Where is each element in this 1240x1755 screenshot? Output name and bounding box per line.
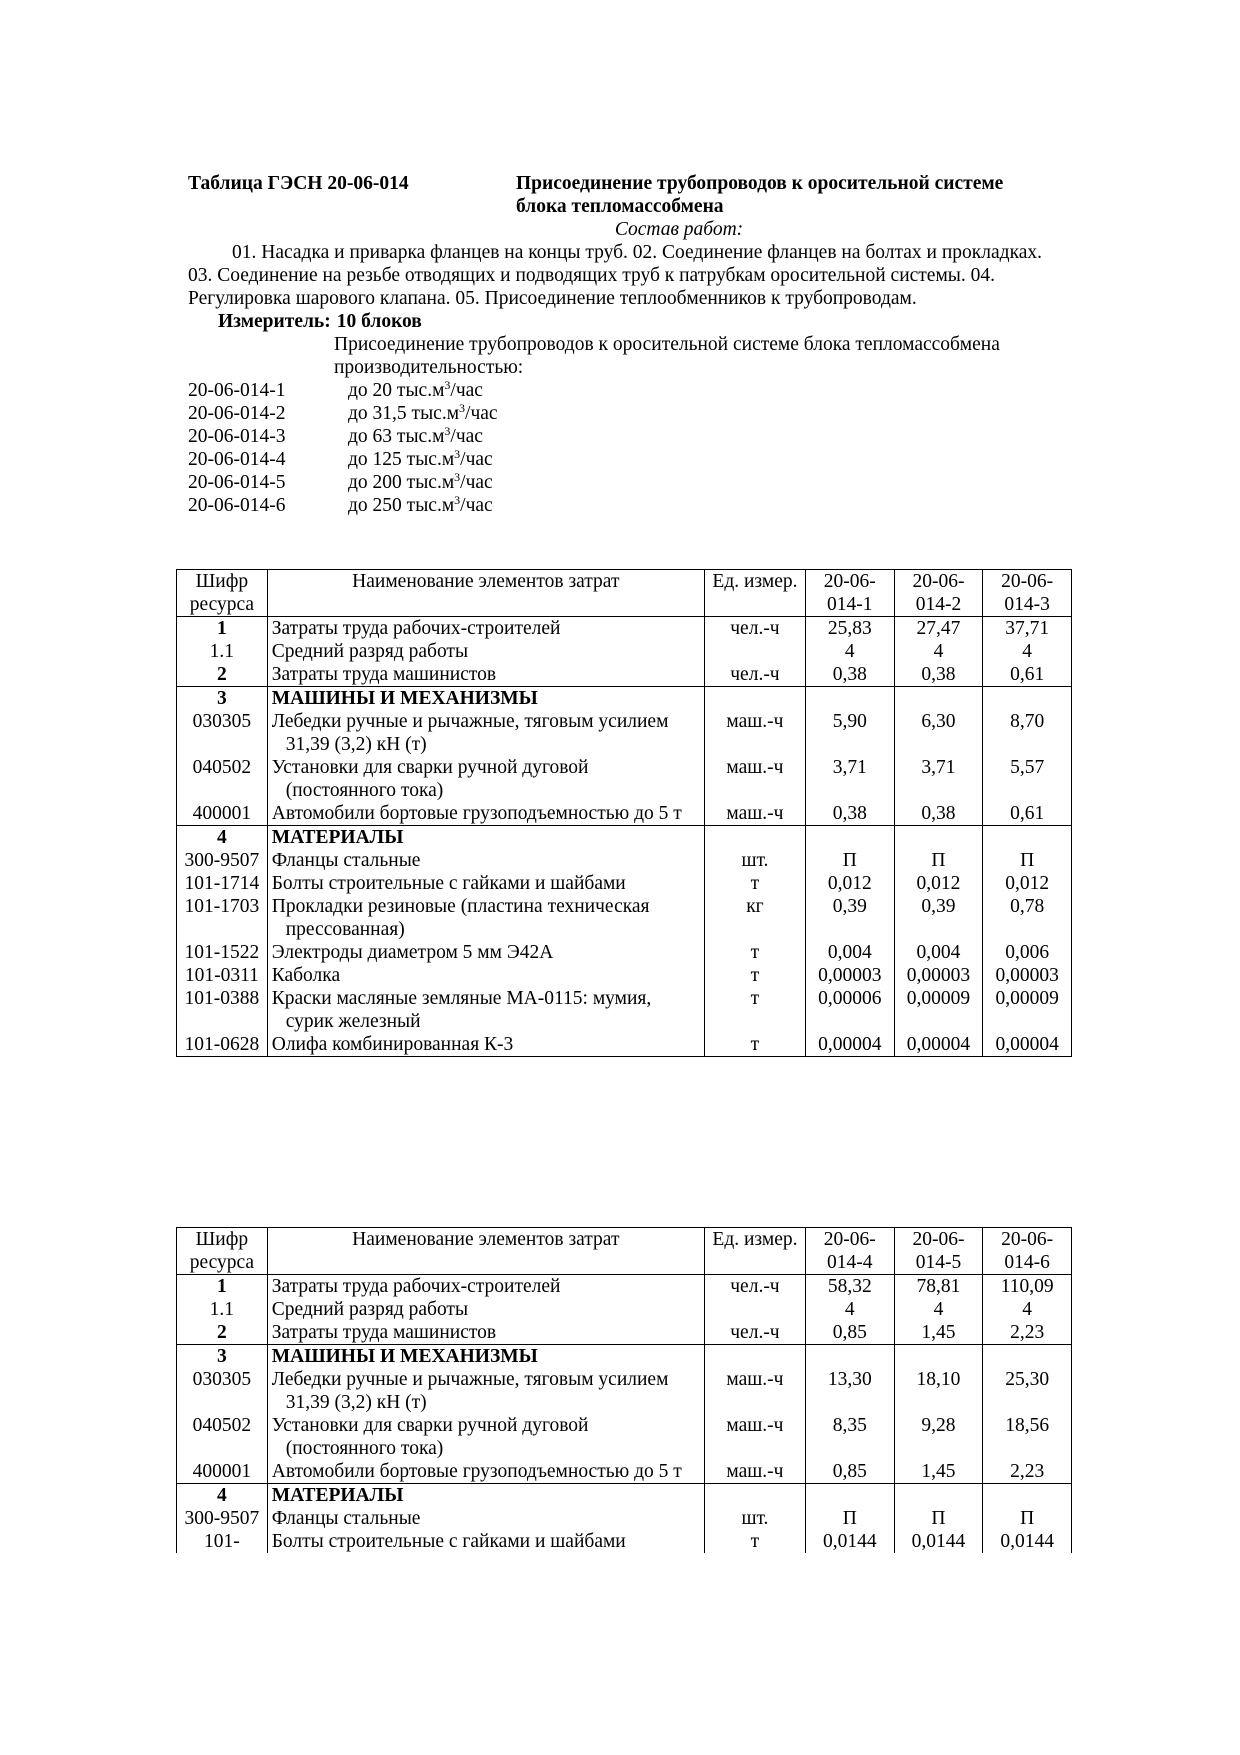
- resource-value: П: [894, 849, 983, 872]
- resource-name-text: Прокладки резиновые (пластина техническая прессованная): [271, 896, 650, 940]
- table-row: [177, 802, 1072, 826]
- variant-value-unit: /час: [460, 472, 493, 493]
- resource-unit: маш.-ч: [704, 1414, 805, 1460]
- variant-value-sup: 3: [454, 470, 461, 484]
- resource-name-text: Затраты труда рабочих-строителей: [271, 618, 561, 639]
- resource-name: [267, 1298, 704, 1321]
- resource-code: 101-0311: [177, 964, 268, 987]
- variant-value-unit: /час: [450, 380, 483, 401]
- resource-value: [983, 1484, 1072, 1508]
- resource-value: 8,70: [983, 710, 1072, 756]
- resource-value: 5,57: [983, 756, 1072, 802]
- resource-code: 101-1703: [177, 895, 268, 941]
- table-row: [177, 987, 1072, 1033]
- resource-value: 13,30: [805, 1368, 894, 1414]
- table-row: [177, 1414, 1072, 1460]
- resource-name-text: Болты строительные с гайками и шайбами: [271, 873, 626, 894]
- resource-code: 1: [177, 1275, 268, 1299]
- resource-name-text: Установки для сварки ручной дуговой (постоянного тока): [271, 1415, 589, 1459]
- resource-unit: т: [704, 941, 805, 964]
- resources-table-1: [176, 569, 1072, 1057]
- table-row: [177, 1368, 1072, 1414]
- resource-value: 4: [894, 1298, 983, 1321]
- variant-value-unit: /час: [460, 495, 493, 516]
- resource-value: 0,38: [805, 663, 894, 687]
- resource-value: [894, 687, 983, 711]
- resource-name-text: Каболка: [271, 965, 341, 986]
- resource-unit: т: [704, 1033, 805, 1057]
- resource-name-text: Установки для сварки ручной дуговой (постоянного тока): [271, 757, 589, 801]
- resource-name-text: МАТЕРИАЛЫ: [271, 827, 404, 848]
- resource-value: 0,38: [894, 663, 983, 687]
- resource-value: 0,012: [983, 872, 1072, 895]
- variant-code: 20-06-014-4: [188, 449, 286, 470]
- resource-value: 0,00004: [894, 1033, 983, 1057]
- table-row: [177, 1460, 1072, 1484]
- resource-name-text: МАШИНЫ И МЕХАНИЗМЫ: [271, 688, 538, 709]
- resource-name-text: Фланцы стальные: [271, 1508, 421, 1529]
- resource-value: 0,0144: [805, 1530, 894, 1553]
- resource-name-text: Краски масляные земляные МА-0115: мумия, сурик железный: [271, 988, 652, 1032]
- resource-code: 400001: [177, 802, 268, 826]
- resource-value: 0,00004: [983, 1033, 1072, 1057]
- resource-value: 4: [805, 640, 894, 663]
- resource-value: 5,90: [805, 710, 894, 756]
- resource-value: 0,39: [805, 895, 894, 941]
- resource-value: 0,38: [805, 802, 894, 826]
- resource-name-text: Электроды диаметром 5 мм Э42А: [271, 942, 554, 963]
- page-bottom-margin: [0, 1613, 1240, 1755]
- resource-value: П: [983, 849, 1072, 872]
- resource-name-text: МАТЕРИАЛЫ: [271, 1485, 404, 1506]
- table-row: [177, 1484, 1072, 1508]
- table-row: [177, 941, 1072, 964]
- variant-value: [348, 448, 493, 471]
- resource-name: [267, 964, 704, 987]
- resource-name: [267, 663, 704, 687]
- table-row: [177, 1321, 1072, 1345]
- resource-value: 0,012: [894, 872, 983, 895]
- table-row: [177, 849, 1072, 872]
- resource-unit: чел.-ч: [704, 1321, 805, 1345]
- resource-value: 18,10: [894, 1368, 983, 1414]
- resource-name: [267, 1507, 704, 1530]
- resource-code: 101-0628: [177, 1033, 268, 1057]
- resource-value: [894, 826, 983, 850]
- resource-value: 0,00003: [805, 964, 894, 987]
- resource-value: П: [805, 1507, 894, 1530]
- resource-value: П: [805, 849, 894, 872]
- resource-value: 0,61: [983, 663, 1072, 687]
- resource-unit: шт.: [704, 1507, 805, 1530]
- resource-name-text: Лебедки ручные и рычажные, тяговым усилием 31,39 (3,2) кН (т): [271, 1369, 669, 1413]
- resource-name-text: Автомобили бортовые грузоподъемностью до 5 т: [271, 803, 682, 824]
- resource-code: 030305: [177, 1368, 268, 1414]
- resource-code: 040502: [177, 1414, 268, 1460]
- resource-unit: [704, 687, 805, 711]
- table-row: [177, 640, 1072, 663]
- table-row: [177, 895, 1072, 941]
- variant-value-unit: /час: [460, 449, 493, 470]
- col-header-variant: 20-06-014-3: [983, 570, 1072, 617]
- resource-value: 4: [983, 1298, 1072, 1321]
- resource-unit: т: [704, 987, 805, 1033]
- resource-name-text: Фланцы стальные: [271, 850, 421, 871]
- resource-code: 1.1: [177, 1298, 268, 1321]
- col-header-code: Шифр ресурса: [177, 570, 268, 617]
- resource-value: П: [894, 1507, 983, 1530]
- resource-value: 8,35: [805, 1414, 894, 1460]
- table-row: [177, 617, 1072, 641]
- resources-table-2: [176, 1227, 1072, 1553]
- resource-value: 18,56: [983, 1414, 1072, 1460]
- resource-value: 0,85: [805, 1460, 894, 1484]
- variant-value-text: до 200 тыс.м: [348, 472, 455, 493]
- variant-row: [188, 379, 1050, 402]
- resource-value: 0,38: [894, 802, 983, 826]
- table-row: [177, 1033, 1072, 1057]
- resource-value: 4: [983, 640, 1072, 663]
- resource-value: 6,30: [894, 710, 983, 756]
- table-row: [177, 663, 1072, 687]
- resource-code: 3: [177, 687, 268, 711]
- resource-value: 0,00006: [805, 987, 894, 1033]
- variant-row: [188, 425, 1050, 448]
- resource-code: 040502: [177, 756, 268, 802]
- resource-value: [983, 826, 1072, 850]
- resource-value: 3,71: [805, 756, 894, 802]
- table-row: [177, 1507, 1072, 1530]
- variant-value: [348, 471, 493, 494]
- composition-title: Состав работ:: [614, 219, 744, 240]
- resource-unit: маш.-ч: [704, 1368, 805, 1414]
- col-header-code: Шифр ресурса: [177, 1228, 268, 1275]
- resource-unit: [704, 640, 805, 663]
- resource-value: [983, 1345, 1072, 1369]
- resource-value: 0,00003: [894, 964, 983, 987]
- col-header-variant: 20-06-014-6: [983, 1228, 1072, 1275]
- resource-name: [267, 1368, 704, 1414]
- resource-name: [267, 872, 704, 895]
- resource-value: 4: [805, 1298, 894, 1321]
- resource-unit: [704, 1484, 805, 1508]
- resource-name: [267, 1484, 704, 1508]
- composition-text: 01. Насадка и приварка фланцев на концы труб. 02. Соединение фланцев на болтах и прокладках. 03. Соединение на резьбе отводящих и подводящих труб к патрубкам оросительной системы. 04. Регулировка шарового клапана. 05. Присоединение теплообменников к трубопроводам.: [188, 242, 1043, 309]
- resource-value: 0,00004: [805, 1033, 894, 1057]
- resource-value: 78,81: [894, 1275, 983, 1299]
- variant-code: 20-06-014-2: [188, 403, 286, 424]
- resource-value: [983, 687, 1072, 711]
- variant-row: [188, 471, 1050, 494]
- resource-name: [267, 941, 704, 964]
- variant-code: 20-06-014-6: [188, 495, 286, 516]
- measure: [188, 310, 1050, 333]
- resource-name: [267, 640, 704, 663]
- variant-value-sup: 3: [444, 378, 451, 392]
- resource-value: 0,85: [805, 1321, 894, 1345]
- resource-name: [267, 617, 704, 641]
- resource-value: 2,23: [983, 1460, 1072, 1484]
- resource-name-text: Болты строительные с гайками и шайбами: [271, 1531, 626, 1552]
- resource-unit: [704, 1298, 805, 1321]
- variant-value-text: до 20 тыс.м: [348, 380, 445, 401]
- table-code: Таблица ГЭСН 20-06-014: [188, 173, 409, 194]
- resource-value: 9,28: [894, 1414, 983, 1460]
- col-header-unit: Ед. измер.: [704, 1228, 805, 1275]
- resource-code: 1.1: [177, 640, 268, 663]
- variant-value-unit: /час: [450, 426, 483, 447]
- resource-value: [805, 1345, 894, 1369]
- resource-unit: кг: [704, 895, 805, 941]
- col-header-variant: 20-06-014-4: [805, 1228, 894, 1275]
- resource-value: 1,45: [894, 1460, 983, 1484]
- variant-value-sup: 3: [444, 424, 451, 438]
- resource-name: [267, 802, 704, 826]
- resource-value: 3,71: [894, 756, 983, 802]
- col-header-name: Наименование элементов затрат: [267, 1228, 704, 1275]
- variant-value-sup: 3: [454, 447, 461, 461]
- variant-code: 20-06-014-5: [188, 472, 286, 493]
- resource-name-text: Лебедки ручные и рычажные, тяговым усилием 31,39 (3,2) кН (т): [271, 711, 669, 755]
- resource-unit: [704, 826, 805, 850]
- resource-value: 27,47: [894, 617, 983, 641]
- resource-value: 0,004: [805, 941, 894, 964]
- resource-name: [267, 687, 704, 711]
- table-row: [177, 1298, 1072, 1321]
- variant-value-text: до 63 тыс.м: [348, 426, 445, 447]
- resource-name: [267, 1321, 704, 1345]
- resource-unit: чел.-ч: [704, 663, 805, 687]
- resource-name-text: Автомобили бортовые грузоподъемностью до 5 т: [271, 1461, 682, 1482]
- resource-value: 0,00003: [983, 964, 1072, 987]
- resource-value: 110,09: [983, 1275, 1072, 1299]
- resource-value: 0,0144: [894, 1530, 983, 1553]
- resource-code: 1: [177, 617, 268, 641]
- variant-value: [348, 402, 498, 425]
- resource-value: 0,39: [894, 895, 983, 941]
- resource-value: 0,0144: [983, 1530, 1072, 1553]
- resource-name: [267, 895, 704, 941]
- resource-name: [267, 1033, 704, 1057]
- resource-code: 300-9507: [177, 1507, 268, 1530]
- table-header-row: [177, 570, 1072, 617]
- col-header-unit: Ед. измер.: [704, 570, 805, 617]
- resource-code: 101-1522: [177, 941, 268, 964]
- variant-value-unit: /час: [465, 403, 498, 424]
- resource-value: 25,30: [983, 1368, 1072, 1414]
- resource-unit: маш.-ч: [704, 756, 805, 802]
- resource-unit: шт.: [704, 849, 805, 872]
- variant-code: 20-06-014-3: [188, 426, 286, 447]
- resource-name-text: Олифа комбинированная К-3: [271, 1034, 514, 1055]
- col-header-variant: 20-06-014-2: [894, 570, 983, 617]
- resource-unit: т: [704, 1530, 805, 1553]
- resource-code: 4: [177, 1484, 268, 1508]
- resource-name-text: Затраты труда машинистов: [271, 664, 497, 685]
- resource-name: [267, 987, 704, 1033]
- resource-name: [267, 1530, 704, 1553]
- resource-name-text: Средний разряд работы: [271, 641, 469, 662]
- table-row: [177, 756, 1072, 802]
- resource-name-text: Затраты труда рабочих-строителей: [271, 1276, 561, 1297]
- table-row: [177, 1275, 1072, 1299]
- resource-name: [267, 1345, 704, 1369]
- variant-row: [188, 402, 1050, 425]
- resource-value: 0,00009: [983, 987, 1072, 1033]
- resource-name: [267, 1414, 704, 1460]
- col-header-name: Наименование элементов затрат: [267, 570, 704, 617]
- variant-value: [348, 425, 483, 448]
- variant-row: [188, 494, 1050, 517]
- resource-name-text: Затраты труда машинистов: [271, 1322, 497, 1343]
- resource-code: 3: [177, 1345, 268, 1369]
- resource-unit: т: [704, 872, 805, 895]
- resource-code: 2: [177, 663, 268, 687]
- variant-list: [188, 379, 1050, 517]
- resource-value: [894, 1484, 983, 1508]
- table-row: [177, 1345, 1072, 1369]
- resource-value: П: [983, 1507, 1072, 1530]
- resource-unit: маш.-ч: [704, 1460, 805, 1484]
- resource-unit: чел.-ч: [704, 617, 805, 641]
- variant-value-text: до 125 тыс.м: [348, 449, 455, 470]
- resource-value: [805, 687, 894, 711]
- resource-name: [267, 826, 704, 850]
- resource-code: 030305: [177, 710, 268, 756]
- table-row: [177, 1530, 1072, 1553]
- resource-value: 0,004: [894, 941, 983, 964]
- resource-name: [267, 756, 704, 802]
- resource-value: 0,61: [983, 802, 1072, 826]
- variant-code: 20-06-014-1: [188, 380, 286, 401]
- resource-value: 4: [894, 640, 983, 663]
- resource-value: 0,00009: [894, 987, 983, 1033]
- resource-value: 0,78: [983, 895, 1072, 941]
- variant-row: [188, 448, 1050, 471]
- table-row: [177, 710, 1072, 756]
- resource-code: 2: [177, 1321, 268, 1345]
- table-row: [177, 687, 1072, 711]
- resource-unit: [704, 1345, 805, 1369]
- table-header: [188, 172, 1050, 218]
- resource-code: 101-: [177, 1530, 268, 1553]
- resource-value: 0,006: [983, 941, 1072, 964]
- table-row: [177, 964, 1072, 987]
- resource-value: 1,45: [894, 1321, 983, 1345]
- table-header-row: [177, 1228, 1072, 1275]
- variant-value-sup: 3: [459, 401, 466, 415]
- resource-value: 2,23: [983, 1321, 1072, 1345]
- resource-value: 25,83: [805, 617, 894, 641]
- resource-unit: маш.-ч: [704, 710, 805, 756]
- resource-name: [267, 710, 704, 756]
- variants-description: Присоединение трубопроводов к оросительной системе блока тепломассобмена производительностью:: [334, 334, 1000, 378]
- measure-label: Измеритель:: [218, 311, 331, 332]
- variant-value-text: до 31,5 тыс.м: [348, 403, 460, 424]
- col-header-variant: 20-06-014-1: [805, 570, 894, 617]
- resource-unit: маш.-ч: [704, 802, 805, 826]
- resource-code: 300-9507: [177, 849, 268, 872]
- table-title: Присоединение трубопроводов к оросительной системе блока тепломассобмена: [516, 173, 1004, 217]
- measure-value: 10 блоков: [336, 311, 422, 332]
- variant-value-sup: 3: [454, 493, 461, 507]
- variant-value-text: до 250 тыс.м: [348, 495, 455, 516]
- document-page: [188, 172, 1050, 517]
- variant-value: [348, 494, 493, 517]
- resource-value: 0,012: [805, 872, 894, 895]
- resource-name: [267, 1460, 704, 1484]
- resource-name-text: Средний разряд работы: [271, 1299, 469, 1320]
- resource-name: [267, 849, 704, 872]
- resource-value: [805, 1484, 894, 1508]
- resource-code: 400001: [177, 1460, 268, 1484]
- col-header-variant: 20-06-014-5: [894, 1228, 983, 1275]
- variant-value: [348, 379, 483, 402]
- resource-code: 4: [177, 826, 268, 850]
- resource-name-text: МАШИНЫ И МЕХАНИЗМЫ: [271, 1346, 538, 1367]
- resource-value: 58,32: [805, 1275, 894, 1299]
- table-row: [177, 872, 1072, 895]
- resource-name: [267, 1275, 704, 1299]
- resource-unit: чел.-ч: [704, 1275, 805, 1299]
- resource-code: 101-1714: [177, 872, 268, 895]
- resource-value: [805, 826, 894, 850]
- resource-code: 101-0388: [177, 987, 268, 1033]
- resource-value: [894, 1345, 983, 1369]
- table-row: [177, 826, 1072, 850]
- resource-value: 37,71: [983, 617, 1072, 641]
- resource-unit: т: [704, 964, 805, 987]
